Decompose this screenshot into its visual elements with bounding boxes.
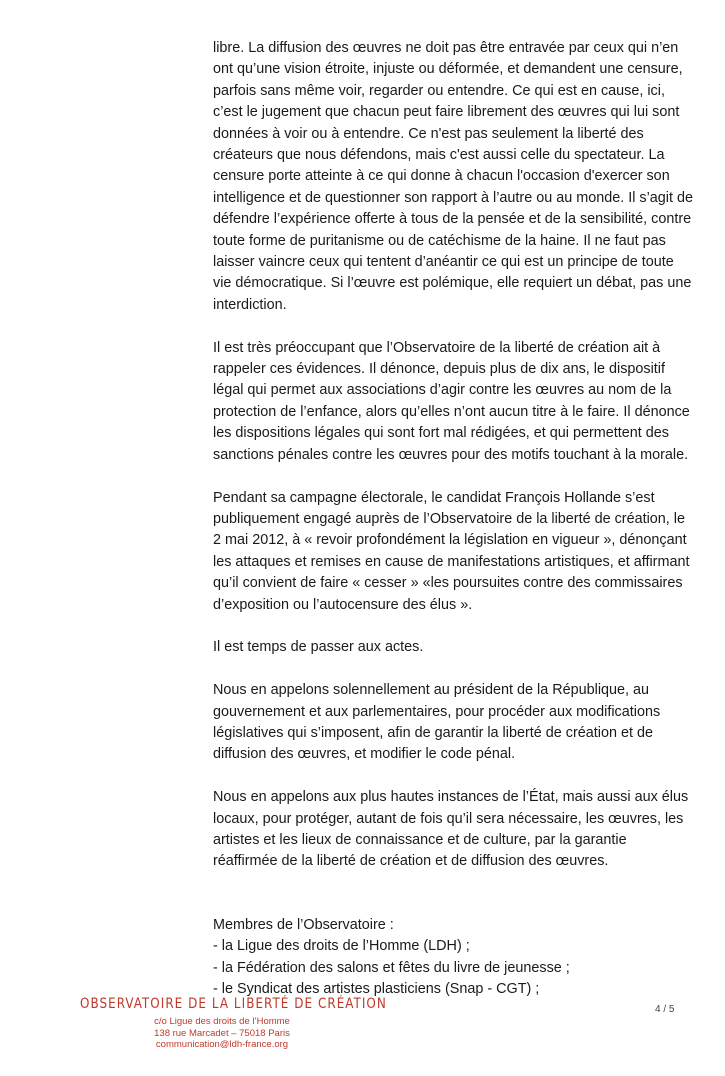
list-item: - la Fédération des salons et fêtes du livre de jeunesse ; bbox=[213, 959, 570, 976]
list-item: - la Ligue des droits de l’Homme (LDH) ; bbox=[213, 938, 470, 955]
paragraph: libre. La diffusion des œuvres ne doit pas être entravée par ceux qui n’en ont qu’une vision étroite, injuste ou déformée, et demandent une censure, parfois sans même voir, regarder ou entendre. Ce qui est en cause, ici, c’est le jugement que chacun peut faire librement des œuvres qui lui sont données à voir ou à entendre. Ce n'est pas seulement la liberté des créateurs que nous défendons, mais c'est aussi celle du spectateur. La censure porte atteinte à ce qui donne à chacun l'occasion d'exercer son intelligence et de questionner son rapport à l’autre ou au monde. Il s’agit de défendre l’expérience offerte à tous de la pensée et de la sensibilité, contre toute forme de puritanisme ou de catéchisme de la haine. Il ne faut pas laisser vaincre ceux qui tentent d’anéantir ce qui est un principe de toute vie démocratique. Si l’œuvre est polémique, elle requiert un débat, pas une interdiction. bbox=[213, 40, 693, 313]
footer-organization-name: OBSERVATOIRE DE LA LIBERTÉ DE CRÉATION bbox=[80, 996, 387, 1012]
page-number: 4 / 5 bbox=[655, 1004, 675, 1015]
paragraph: Il est très préoccupant que l’Observatoire de la liberté de création ait à rappeler ces évidences. Il dénonce, depuis plus de dix ans, le dispositif légal qui permet aux associations d’agir contre les œuvres au nom de la protection de l’enfance, alors qu’elles n’ont aucun titre à le faire. Il dénonce les dispositions légales qui sont fort mal rédigées, et qui permettent des sanctions pénales contre les œuvres pour des motifs touchant à la morale. bbox=[213, 339, 690, 463]
members-section bbox=[213, 915, 693, 1001]
footer-address bbox=[140, 1016, 304, 1051]
footer-address-line: 138 rue Marcadet – 75018 Paris bbox=[154, 1027, 290, 1039]
footer-email[interactable]: communication@ldh-france.org bbox=[155, 1039, 289, 1051]
members-list bbox=[213, 936, 693, 1000]
paragraph: Nous en appelons solennellement au président de la République, au gouvernement et aux parlementaires, pour procéder aux modifications législatives qui s’imposent, afin de garantir la liberté de création et de diffusion des œuvres, et modifier le code pénal. bbox=[213, 682, 661, 763]
document-body bbox=[213, 38, 693, 1000]
members-heading: Membres de l’Observatoire : bbox=[213, 916, 394, 933]
footer-address-line: c/o Ligue des droits de l’Homme bbox=[154, 1016, 290, 1027]
paragraph: Il est temps de passer aux actes. bbox=[213, 639, 424, 656]
paragraph: Nous en appelons aux plus hautes instances de l’État, mais aussi aux élus locaux, pour protéger, autant de fois qu’il sera nécessaire, les œuvres, les artistes et les lieux de connaissance et de culture, par la garantie réaffirmée de la liberté de création et de diffusion des œuvres. bbox=[213, 789, 689, 870]
paragraph: Pendant sa campagne électorale, le candidat François Hollande s’est publiquement engagé auprès de l’Observatoire de la liberté de création, le 2 mai 2012, à « revoir profondément la législation en vigueur », dénonçant les attaques et remises en cause de manifestations artistiques, et affirmant qu’il convient de faire « cesser » «les poursuites contre des commissaires d’exposition ou l’autocensure des élus ». bbox=[213, 489, 690, 613]
list-item: - le Syndicat des artistes plasticiens (Snap - CGT) ; bbox=[213, 980, 540, 997]
